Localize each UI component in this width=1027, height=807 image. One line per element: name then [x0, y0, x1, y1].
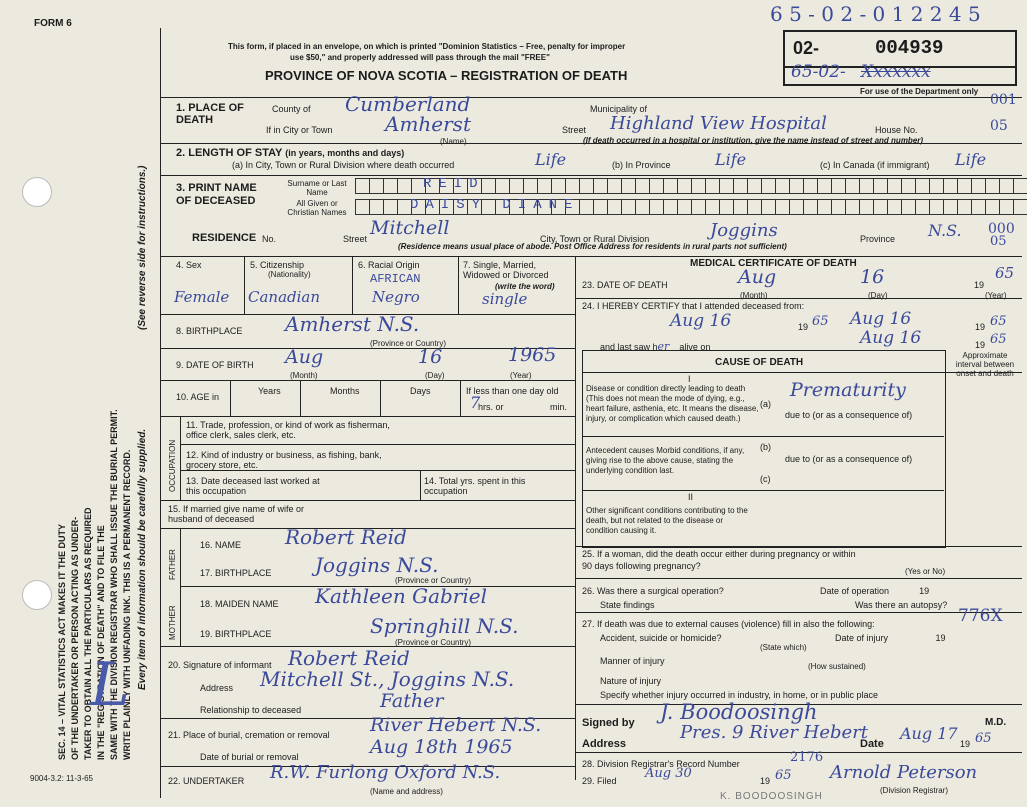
q12-label: 12. Kind of industry or business, as fishing, bank, grocery store, etc. [186, 450, 382, 470]
reg-strikethrough: Xxxxxxx [861, 62, 931, 82]
age-hrs-label: If less than one day old [466, 386, 559, 396]
death-month: Aug [738, 266, 777, 288]
how-sustained-label: (How sustained) [808, 662, 866, 671]
county-label: County of [272, 104, 311, 114]
q27-label: 27. If death was due to external causes (violence) fill in also the following: [582, 619, 875, 629]
residence-province-label: Province [860, 234, 896, 244]
residence-province-value: N.S. [928, 221, 962, 240]
registrar-signature: Arnold Peterson [830, 762, 978, 783]
physician-century: 19 [960, 739, 971, 749]
form-number: FORM 6 [34, 18, 72, 29]
other-conditions-text: Other significant conditions contributing to the death, but not related to the disease or condition causing it. [586, 506, 748, 535]
q13-label: 13. Date deceased last worked at this occupation [186, 476, 320, 496]
q26-label: 26. Was there a surgical operation? [582, 586, 724, 596]
part-i-label: I [688, 374, 691, 384]
autopsy-label: Was there an autopsy? [855, 600, 948, 610]
residence-province-code: 000 [988, 221, 1015, 237]
racial-origin-label: 6. Racial Origin [358, 260, 420, 270]
informant-address-value: Mitchell St., Joggins N.S. [260, 667, 515, 691]
attend-to-date: Aug 16 [850, 309, 912, 329]
yes-no-label: (Yes or No) [905, 567, 946, 576]
physician-address-label: Address [582, 738, 627, 750]
cause-c-label: (c) [760, 474, 771, 484]
place-of-death-label: 1. PLACE OF DEATH [176, 102, 244, 126]
q25-label: 25. If a woman, did the death occur either during pregnancy or within 90 days following pregnancy? [582, 549, 856, 571]
q18-label: 18. MAIDEN NAME [200, 599, 279, 609]
racial-origin-typed: AFRICAN [370, 272, 421, 286]
death-month-sublabel: (Month) [740, 291, 768, 300]
death-century: 19 [974, 280, 985, 290]
stay-a-label: (a) In City, Town or Rural Division where death occurred [232, 160, 455, 170]
father-side-label: FATHER [168, 549, 177, 580]
attend-to-year: 65 [990, 314, 1007, 329]
due-to-2: due to (or as a consequence of) [785, 454, 913, 464]
physician-date: Aug 17 [900, 724, 958, 743]
death-day: 16 [860, 266, 885, 288]
specify-label: Specify whether injury occurred in industry, in home, or in public place [600, 690, 878, 700]
residence-no-label: No. [262, 234, 277, 244]
citizenship-sublabel: (Nationality) [268, 270, 311, 279]
q17-label: 17. BIRTHPLACE [200, 568, 272, 578]
state-findings-label: State findings [600, 600, 655, 610]
reg-handwritten: 65-02- [791, 62, 846, 82]
date-injury-label: Date of injury 19 [835, 633, 946, 643]
informant-address-label: Address [200, 683, 234, 693]
side-text-8: (See reverse side for instructions.) [137, 165, 148, 330]
marital-sublabel: (write the word) [495, 282, 555, 291]
surname-value: REID [423, 176, 485, 192]
residence-city-value: Joggins [710, 220, 778, 241]
father-name: Robert Reid [285, 525, 407, 549]
page-title: PROVINCE OF NOVA SCOTIA – REGISTRATION OF DEATH [265, 68, 628, 83]
death-year: 65 [995, 264, 1015, 282]
medical-certificate-title: MEDICAL CERTIFICATE OF DEATH [690, 258, 857, 269]
q11-label: 11. Trade, profession, or kind of work as fisherman, office clerk, sales clerk, etc. [186, 420, 390, 440]
envelope-notice-2: use $50," and properly addressed will pass through the mail "FREE" [290, 53, 550, 62]
death-day-sublabel: (Day) [868, 291, 888, 300]
undertaker-sublabel: (Name and address) [370, 787, 443, 796]
q28-label: 28. Division Registrar's Record Number [582, 759, 740, 769]
registrar-sublabel: (Division Registrar) [880, 786, 949, 795]
md-label: M.D. [985, 717, 1007, 728]
street-value: Highland View Hospital [610, 113, 827, 134]
side-text-5: SAME WITH THE DIVISION REGISTRAR WHO SHALL ISSUE THE BURIAL PERMIT. [109, 409, 119, 760]
cause-a-label: (a) [760, 399, 771, 409]
mother-birthplace: Springhill N.S. [370, 614, 519, 638]
given-names-label: All Given or Christian Names [287, 199, 347, 217]
dept-use-note: For use of the Department only [860, 87, 979, 96]
due-to-1: due to (or as a consequence of) [785, 410, 913, 420]
marital-value: single [482, 290, 528, 308]
age-label: 10. AGE in [176, 392, 220, 402]
last-saw-label: and last saw her alive on [600, 340, 711, 353]
cause-a-value: Prematurity [790, 379, 906, 401]
q14-label: 14. Total yrs. spent in this occupation [424, 476, 526, 496]
accident-label: Accident, suicide or homicide? [600, 633, 722, 643]
q19-label: 19. BIRTHPLACE [200, 629, 272, 639]
handwritten-mark: L [90, 650, 130, 720]
county-value: Cumberland [345, 92, 471, 116]
mother-side-label: MOTHER [168, 605, 177, 640]
age-hrs-value: 7 [470, 393, 481, 412]
reg-handwritten-box [783, 64, 1017, 86]
code-776x: 776X [958, 606, 1003, 626]
birthplace-value: Amherst N.S. [285, 312, 420, 336]
birthplace-label: 8. BIRTHPLACE [176, 326, 243, 336]
attend-from-date: Aug 16 [670, 311, 732, 331]
attend-from-century: 19 [798, 322, 809, 332]
citizenship-label: 5. Citizenship [250, 260, 305, 270]
marital-label: 7. Single, Married, Widowed or Divorced [463, 260, 549, 280]
q16-label: 16. NAME [200, 540, 242, 550]
physician-address: Pres. 9 River Hebert [680, 722, 869, 743]
house-label: House No. [875, 125, 918, 135]
reg-prefix: 02- [793, 38, 820, 58]
nature-label: Nature of injury [600, 676, 662, 686]
dob-label: 9. DATE OF BIRTH [176, 360, 254, 370]
dob-year-sublabel: (Year) [510, 371, 532, 380]
residence-note: (Residence means usual place of abode. Post Office Address for residents in rural parts not sufficient) [398, 242, 787, 251]
birthplace-sublabel: (Province or Country) [370, 339, 447, 348]
alive-century: 19 [975, 340, 986, 350]
relationship-value: Father [380, 690, 444, 712]
dob-day: 16 [418, 346, 443, 368]
alive-date: Aug 16 [860, 328, 922, 348]
dob-month-sublabel: (Month) [290, 371, 318, 380]
dob-month: Aug [285, 346, 324, 368]
form-code: 9004-3.2: 11-3-65 [30, 774, 94, 783]
envelope-notice-1: This form, if placed in an envelope, on which is printed "Dominion Statistics – Free, penalty for improper [228, 42, 626, 51]
physician-year: 65 [975, 731, 992, 746]
residence-code-2: 05 [990, 234, 1007, 249]
cause-b-label: (b) [760, 442, 771, 452]
deceased-name-label: 3. PRINT NAME OF DECEASED [176, 182, 257, 207]
municipality-label: Municipality of [590, 104, 648, 114]
attend-from-year: 65 [812, 314, 829, 329]
age-years-label: Years [258, 386, 281, 396]
undertaker-value: R.W. Furlong Oxford N.S. [270, 762, 501, 783]
sex-label: 4. Sex [176, 260, 202, 270]
stay-a-value: Life [535, 150, 567, 169]
given-names-value: DAISY DIANE [410, 197, 580, 213]
side-text-6: WRITE PLAINLY WITH UNFADING INK. THIS IS A PERMANENT RECORD. [122, 449, 132, 760]
municipality-code: 001 [990, 92, 1017, 108]
street-label: Street [562, 125, 587, 135]
q24-label: 24. I HEREBY CERTIFY that I attended deceased from: [582, 301, 805, 311]
age-min-unit: min. [550, 402, 568, 412]
age-hrs-unit: hrs. or [478, 402, 504, 412]
side-text-2: OF THE UNDERTAKER OR PERSON ACTING AS UNDER- [70, 516, 80, 760]
father-prov-sublabel: (Province or Country) [395, 576, 472, 585]
physician-date-label: Date [860, 738, 884, 750]
alive-year: 65 [990, 332, 1007, 347]
informant-signature: Robert Reid [288, 646, 410, 670]
dob-year: 1965 [508, 344, 557, 366]
age-days-label: Days [410, 386, 431, 396]
stay-c-label: (c) In Canada (if immigrant) [820, 160, 930, 170]
residence-street-value: Mitchell [370, 217, 450, 239]
residence-city-label: City, Town or Rural Division [540, 234, 650, 244]
q23-label: 23. DATE OF DEATH [582, 280, 668, 290]
reg-number: 004939 [875, 37, 944, 59]
residence-label: RESIDENCE [192, 232, 257, 244]
bottom-stamp: K. BOODOOSINGH [720, 791, 823, 802]
disease-text: Disease or condition directly leading to death (This does not mean the mode of dying, e.g., heart failure, asthenia, etc. It means the disease, injury, or complication which caused death.) [586, 384, 759, 423]
stay-b-value: Life [715, 150, 747, 169]
q22-label: 22. UNDERTAKER [168, 776, 245, 786]
hospital-note: (If death occurred in a hospital or institution, give the name instead of street and number) [583, 136, 924, 145]
surname-label: Surname or Last Name [287, 179, 347, 197]
side-text-1: SEC. 14 – VITAL STATISTICS ACT MAKES IT THE DUTY [57, 523, 67, 760]
physician-signature: J. Boodoosingh [660, 700, 818, 724]
state-which-label: (State which) [760, 643, 807, 652]
city-value: Amherst [385, 112, 471, 136]
q15-label: 15. If married give name of wife or husband of deceased [168, 504, 305, 524]
manner-label: Manner of injury [600, 656, 665, 666]
relationship-label: Relationship to deceased [200, 705, 302, 715]
city-name-sublabel: (Name) [440, 137, 467, 146]
part-ii-label: II [688, 492, 694, 502]
q20-label: 20. Signature of informant [168, 660, 272, 670]
father-birthplace: Joggins N.S. [315, 553, 439, 577]
q21-label: 21. Place of burial, cremation or removal [168, 730, 330, 740]
length-of-stay-label: 2. LENGTH OF STAY (in years, months and days) [176, 147, 405, 159]
interval-label: Approximate interval between onset and death [955, 351, 1015, 378]
citizenship-value: Canadian [248, 288, 321, 306]
filed-century: 19 [760, 776, 771, 786]
mother-name: Kathleen Gabriel [315, 584, 487, 608]
q29-label: 29. Filed [582, 776, 617, 786]
mother-prov-sublabel: (Province or Country) [395, 638, 472, 647]
side-text-3: TAKER TO OBTAIN ALL THE PARTICULARS AS REQUIRED [83, 507, 93, 760]
filed-year: 65 [775, 768, 792, 783]
attend-to-century: 19 [975, 322, 986, 332]
punch-hole [22, 580, 52, 610]
stay-c-value: Life [955, 150, 987, 169]
age-months-label: Months [330, 386, 360, 396]
date-operation-label: Date of operation 19 [820, 586, 930, 596]
punch-hole [22, 177, 52, 207]
sex-value: Female [174, 288, 230, 306]
signed-by-label: Signed by [582, 717, 635, 729]
burial-date: Aug 18th 1965 [370, 736, 513, 758]
racial-origin-value: Negro [372, 288, 420, 306]
burial-place: River Hebert N.S. [370, 714, 542, 736]
record-number: 2176 [790, 750, 824, 765]
handwritten-top-number: 6 5 - 0 2 - 0 1 2 2 4 5 [770, 2, 981, 26]
side-text-7: Every item of information should be carefully supplied. [137, 428, 148, 690]
residence-street-label: Street [343, 234, 368, 244]
dob-day-sublabel: (Day) [425, 371, 445, 380]
antecedent-text: Antecedent causes Morbid conditions, if any, giving rise to the above cause, stating the underlying condition last. [586, 446, 745, 475]
house-code: 05 [990, 118, 1008, 134]
occupation-side-label: OCCUPATION [168, 439, 177, 492]
cause-title: CAUSE OF DEATH [715, 357, 804, 368]
stay-b-label: (b) In Province [612, 160, 671, 170]
burial-date-label: Date of burial or removal [200, 752, 299, 762]
side-text-4: IN THE "REGISTRATION OF DEATH" AND TO FILE THE [96, 525, 106, 760]
city-label: If in City or Town [266, 125, 333, 135]
filed-date: Aug 30 [645, 766, 692, 781]
death-year-sublabel: (Year) [985, 291, 1007, 300]
